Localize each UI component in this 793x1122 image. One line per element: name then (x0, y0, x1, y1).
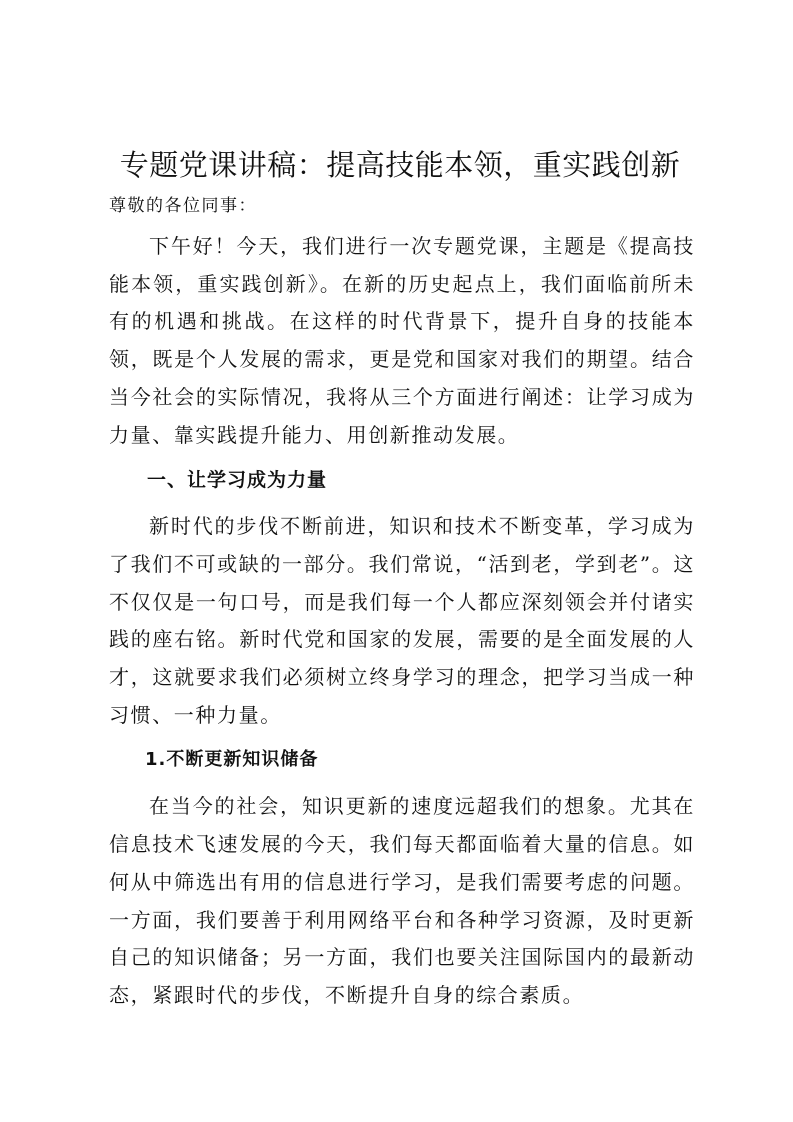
section1-paragraph: 新时代的步伐不断前进，知识和技术不断变革，学习成为了我们不可或缺的一部分。我们常说，“活到老，学到老”。这不仅仅是一句口号，而是我们每一个人都应深刻领会并付诸实践的座右铭。新时代党和国家的发展，需要的是全面发展的人才，这就要求我们必须树立终身学习的理念，把学习当成一种习惯、一种力量。 (109, 514, 695, 727)
subsection-heading-1: 1.不断更新知识储备 (145, 749, 319, 771)
document-body (109, 192, 695, 1015)
section-heading-1: 一、让学习成为力量 (147, 469, 328, 492)
salutation: 尊敬的各位同事： (109, 196, 257, 216)
subsection1-paragraph: 在当今的社会，知识更新的速度远超我们的想象。尤其在信息技术飞速发展的今天，我们每天都面临着大量的信息。如何从中筛选出有用的信息进行学习，是我们需要考虑的问题。一方面，我们要善于利用网络平台和各种学习资源，及时更新自己的知识储备；另一方面，我们也要关注国际国内的最新动态，紧跟时代的步伐，不断提升自身的综合素质。 (109, 794, 695, 1007)
intro-paragraph: 下午好！今天，我们进行一次专题党课，主题是《提高技能本领，重实践创新》。在新的历史起点上，我们面临前所未有的机遇和挑战。在这样的时代背景下，提升自身的技能本领，既是个人发展的需求，更是党和国家对我们的期望。结合当今社会的实际情况，我将从三个方面进行阐述：让学习成为力量、靠实践提升能力、用创新推动发展。 (109, 234, 695, 447)
document-title: 专题党课讲稿：提高技能本领，重实践创新 (119, 148, 681, 182)
